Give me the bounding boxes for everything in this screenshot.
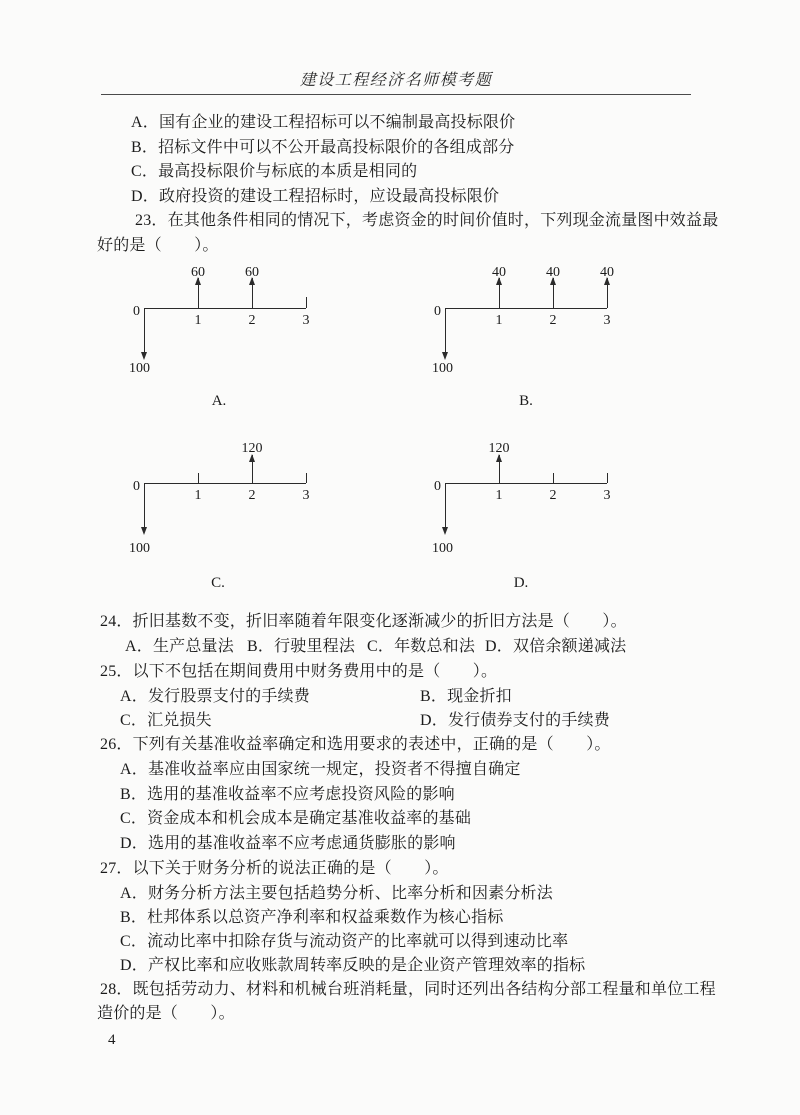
- q26-option-c: C．资金成本和机会成本是确定基准收益率的基础: [120, 810, 472, 827]
- q24-option-d: D．双倍余额递减法: [485, 638, 627, 655]
- origin-label: 0: [434, 479, 441, 494]
- cashflow-diagram-b: [425, 258, 635, 418]
- inflow-value: 120: [241, 441, 263, 456]
- tick-label: 3: [302, 488, 310, 503]
- q25-option-c: C．汇兑损失: [120, 712, 212, 729]
- tick-label: 1: [495, 313, 503, 328]
- tick-label: 1: [194, 313, 202, 328]
- tick-label: 3: [603, 488, 611, 503]
- timeline-axis: [445, 308, 607, 309]
- q23-stem-line-1: 23．在其他条件相同的情况下，考虑资金的时间价值时，下列现金流量图中效益最: [135, 212, 719, 229]
- q24-option-b: B．行驶里程法: [247, 638, 356, 655]
- inflow-arrow: [607, 278, 608, 308]
- q22-option-d: D．政府投资的建设工程招标时，应设最高投标限价: [131, 188, 500, 205]
- inflow-value: 60: [245, 265, 259, 280]
- q28-stem-line-2: 造价的是（ ）。: [97, 1005, 235, 1022]
- inflow-value: 40: [492, 265, 506, 280]
- tick-label: 1: [194, 488, 202, 503]
- outflow-arrow: [144, 483, 145, 528]
- diagram-caption: A.: [211, 393, 227, 409]
- cashflow-diagram-c: [125, 435, 335, 595]
- q27-option-d: D．产权比率和应收账款周转率反映的是企业资产管理效率的指标: [120, 957, 586, 974]
- inflow-value: 60: [191, 265, 205, 280]
- q23-stem-line-2: 好的是（ ）。: [97, 237, 219, 254]
- tick-label: 2: [549, 488, 557, 503]
- q24-stem: 24．折旧基数不变，折旧率随着年限变化逐渐减少的折旧方法是（ ）。: [100, 613, 627, 630]
- q25-option-b: B．现金折扣: [420, 688, 512, 705]
- q27-option-b: B．杜邦体系以总资产净利率和权益乘数作为核心指标: [120, 909, 504, 926]
- q26-option-d: D．选用的基准收益率不应考虑通货膨胀的影响: [120, 835, 456, 852]
- inflow-arrow: [499, 278, 500, 308]
- cashflow-diagram-d: [425, 435, 635, 595]
- diagram-caption: C.: [211, 575, 225, 591]
- timeline-axis: [144, 308, 306, 309]
- page-number: 4: [108, 1032, 116, 1048]
- outflow-value: 100: [432, 541, 453, 556]
- inflow-value: 40: [600, 265, 614, 280]
- tick-label: 3: [302, 313, 310, 328]
- header-rule: [101, 94, 691, 95]
- q27-stem: 27．以下关于财务分析的说法正确的是（ ）。: [100, 860, 449, 877]
- origin-label: 0: [434, 304, 441, 319]
- outflow-value: 100: [129, 541, 150, 556]
- tick: [198, 473, 199, 483]
- q28-stem-line-1: 28．既包括劳动力、材料和机械台班消耗量，同时还列出各结构分部工程量和单位工程: [100, 981, 716, 998]
- q26-option-b: B．选用的基准收益率不应考虑投资风险的影响: [120, 786, 455, 803]
- inflow-arrow: [252, 455, 253, 483]
- inflow-value: 40: [546, 265, 560, 280]
- q24-option-c: C．年数总和法: [367, 638, 476, 655]
- diagram-caption: B.: [519, 393, 533, 409]
- origin-label: 0: [133, 479, 140, 494]
- tick-label: 2: [549, 313, 557, 328]
- q22-option-a: A．国有企业的建设工程招标可以不编制最高投标限价: [131, 114, 516, 131]
- timeline-axis: [445, 483, 607, 484]
- q24-option-a: A．生产总量法: [125, 638, 234, 655]
- tick-label: 2: [248, 313, 256, 328]
- q25-option-a: A．发行股票支付的手续费: [120, 688, 310, 705]
- end-tick: [306, 473, 307, 483]
- q27-option-a: A．财务分析方法主要包括趋势分析、比率分析和因素分析法: [120, 885, 553, 902]
- outflow-arrow: [144, 308, 145, 353]
- tick-label: 1: [495, 488, 503, 503]
- end-tick: [306, 297, 307, 308]
- diagram-caption: D.: [513, 575, 529, 591]
- q26-stem: 26．下列有关基准收益率确定和选用要求的表述中，正确的是（ ）。: [100, 736, 611, 753]
- inflow-arrow: [499, 455, 500, 483]
- origin-label: 0: [133, 304, 140, 319]
- outflow-value: 100: [129, 361, 150, 376]
- q22-option-c: C．最高投标限价与标底的本质是相同的: [131, 163, 418, 180]
- tick: [553, 473, 554, 483]
- inflow-arrow: [252, 278, 253, 308]
- outflow-arrow: [445, 308, 446, 353]
- q27-option-c: C．流动比率中扣除存货与流动资产的比率就可以得到速动比率: [120, 933, 569, 950]
- inflow-arrow: [553, 278, 554, 308]
- q22-option-b: B．招标文件中可以不公开最高投标限价的各组成部分: [131, 139, 515, 156]
- tick-label: 3: [603, 313, 611, 328]
- outflow-arrow: [445, 483, 446, 528]
- end-tick: [607, 473, 608, 483]
- timeline-axis: [144, 483, 306, 484]
- inflow-arrow: [198, 278, 199, 308]
- q25-stem: 25．以下不包括在期间费用中财务费用中的是（ ）。: [100, 663, 498, 680]
- outflow-value: 100: [432, 361, 453, 376]
- inflow-value: 120: [488, 441, 510, 456]
- cashflow-diagram-a: [125, 258, 335, 418]
- q25-option-d: D．发行债券支付的手续费: [420, 712, 610, 729]
- tick-label: 2: [248, 488, 256, 503]
- q26-option-a: A．基准收益率应由国家统一规定，投资者不得擅自确定: [120, 761, 521, 778]
- page-header-title: 建设工程经济名师模考题: [299, 72, 493, 89]
